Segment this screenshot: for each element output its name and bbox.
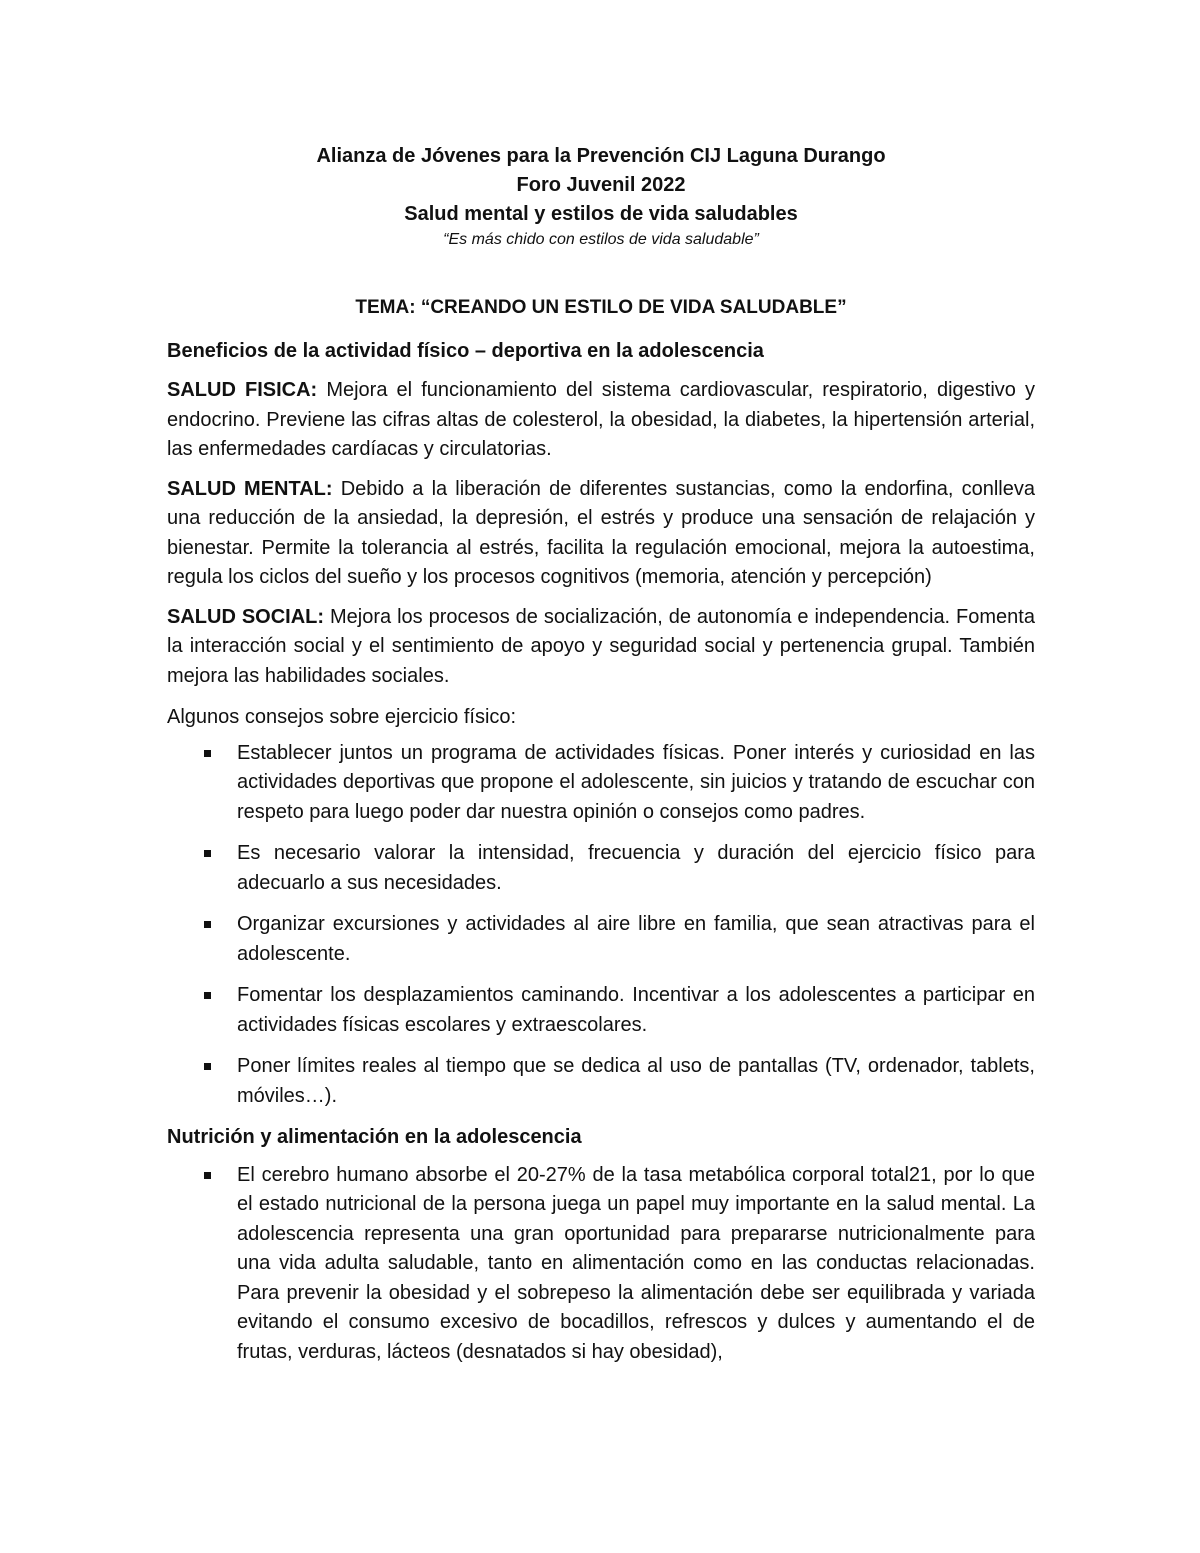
paragraph-text: Debido a la liberación de diferentes sustancias, como la endorfina, conlleva una reducción de la ansiedad, la depresión, el estrés y produce una sensación de relajación y bienestar. Permite la tolerancia al estrés, facilita la regulación emocional, mejora la autoestima, regula los ciclos del sueño y los procesos cognitivos (memoria, atención y percepción) — [167, 477, 1035, 588]
section-title-nutrition: Nutrición y alimentación en la adolescencia — [167, 1126, 582, 1148]
nutrition-list — [167, 1161, 1035, 1368]
list-item-text: Organizar excursiones y actividades al aire libre en familia, que sean atractivas para el adolescente. — [237, 913, 1035, 965]
list-item — [167, 739, 1035, 828]
bullet-square-icon — [204, 1172, 211, 1179]
list-item — [167, 839, 1035, 898]
section-title-benefits: Beneficios de la actividad físico – deportiva en la adolescencia — [167, 339, 764, 362]
list-item-text: Establecer juntos un programa de actividades físicas. Poner interés y curiosidad en las actividades deportivas que propone el adolescente, sin juicios y tratando de escuchar con respeto para luego poder dar nuestra opinión o consejos como padres. — [237, 741, 1035, 823]
bullet-square-icon — [204, 921, 211, 928]
tips-list — [167, 739, 1035, 1112]
header-event: Foro Juvenil 2022 — [516, 174, 686, 196]
document-page — [167, 142, 1035, 1367]
list-item-text: Poner límites reales al tiempo que se dedica al uso de pantallas (TV, ordenador, tablets, móviles…). — [237, 1055, 1035, 1107]
bullet-square-icon — [204, 1063, 211, 1070]
list-item-text: Es necesario valorar la intensidad, frecuencia y duración del ejercicio físico para adecuarlo a sus necesidades. — [237, 842, 1035, 894]
paragraph-text: Mejora el funcionamiento del sistema cardiovascular, respiratorio, digestivo y endocrino. Previene las cifras altas de colesterol, la obesidad, la diabetes, la hipertensión arterial, las enfermedades cardíacas y circulatorias. — [167, 379, 1035, 460]
header-topic: Salud mental y estilos de vida saludables — [404, 203, 798, 225]
list-item — [167, 981, 1035, 1040]
paragraph-label: SALUD MENTAL: — [167, 477, 333, 500]
bullet-square-icon — [204, 992, 211, 999]
bullet-square-icon — [204, 750, 211, 757]
paragraph-salud-mental — [167, 475, 1035, 593]
paragraph-label: SALUD FISICA: — [167, 379, 318, 401]
paragraph-text: Mejora los procesos de socialización, de autonomía e independencia. Fomenta la interacción social y el sentimiento de apoyo y seguridad social y pertenencia grupal. También mejora las habilidades sociales. — [167, 605, 1035, 687]
list-item-text: El cerebro humano absorbe el 20-27% de la tasa metabólica corporal total21, por lo que el estado nutricional de la persona juega un papel muy importante en la salud mental. La adolescencia representa una gran oportunidad para prepararse nutricionalmente para una vida adulta saludable, tanto en alimentación como en las conductas relacionadas. Para prevenir la obesidad y el sobrepeso la alimentación debe ser equilibrada y variada evitando el consumo excesivo de bocadillos, refrescos y dulces y aumentando el de frutas, verduras, lácteos (desnatados si hay obesidad), — [237, 1163, 1035, 1363]
list-item-text: Fomentar los desplazamientos caminando. Incentivar a los adolescentes a participar en actividades físicas escolares y extraescolares. — [237, 984, 1035, 1036]
list-item — [167, 910, 1035, 969]
paragraph-salud-fisica — [167, 376, 1035, 465]
tema-title: TEMA: “CREANDO UN ESTILO DE VIDA SALUDABLE” — [355, 297, 847, 318]
header-slogan: “Es más chido con estilos de vida saludable” — [443, 231, 759, 248]
list-item — [167, 1161, 1035, 1368]
tips-intro: Algunos consejos sobre ejercicio físico: — [167, 706, 517, 728]
bullet-square-icon — [204, 850, 211, 857]
paragraph-label: SALUD SOCIAL: — [167, 605, 325, 628]
list-item — [167, 1052, 1035, 1111]
document-header — [167, 142, 1035, 251]
paragraph-salud-social — [167, 603, 1035, 692]
header-organization: Alianza de Jóvenes para la Prevención CIJ Laguna Durango — [316, 145, 886, 167]
